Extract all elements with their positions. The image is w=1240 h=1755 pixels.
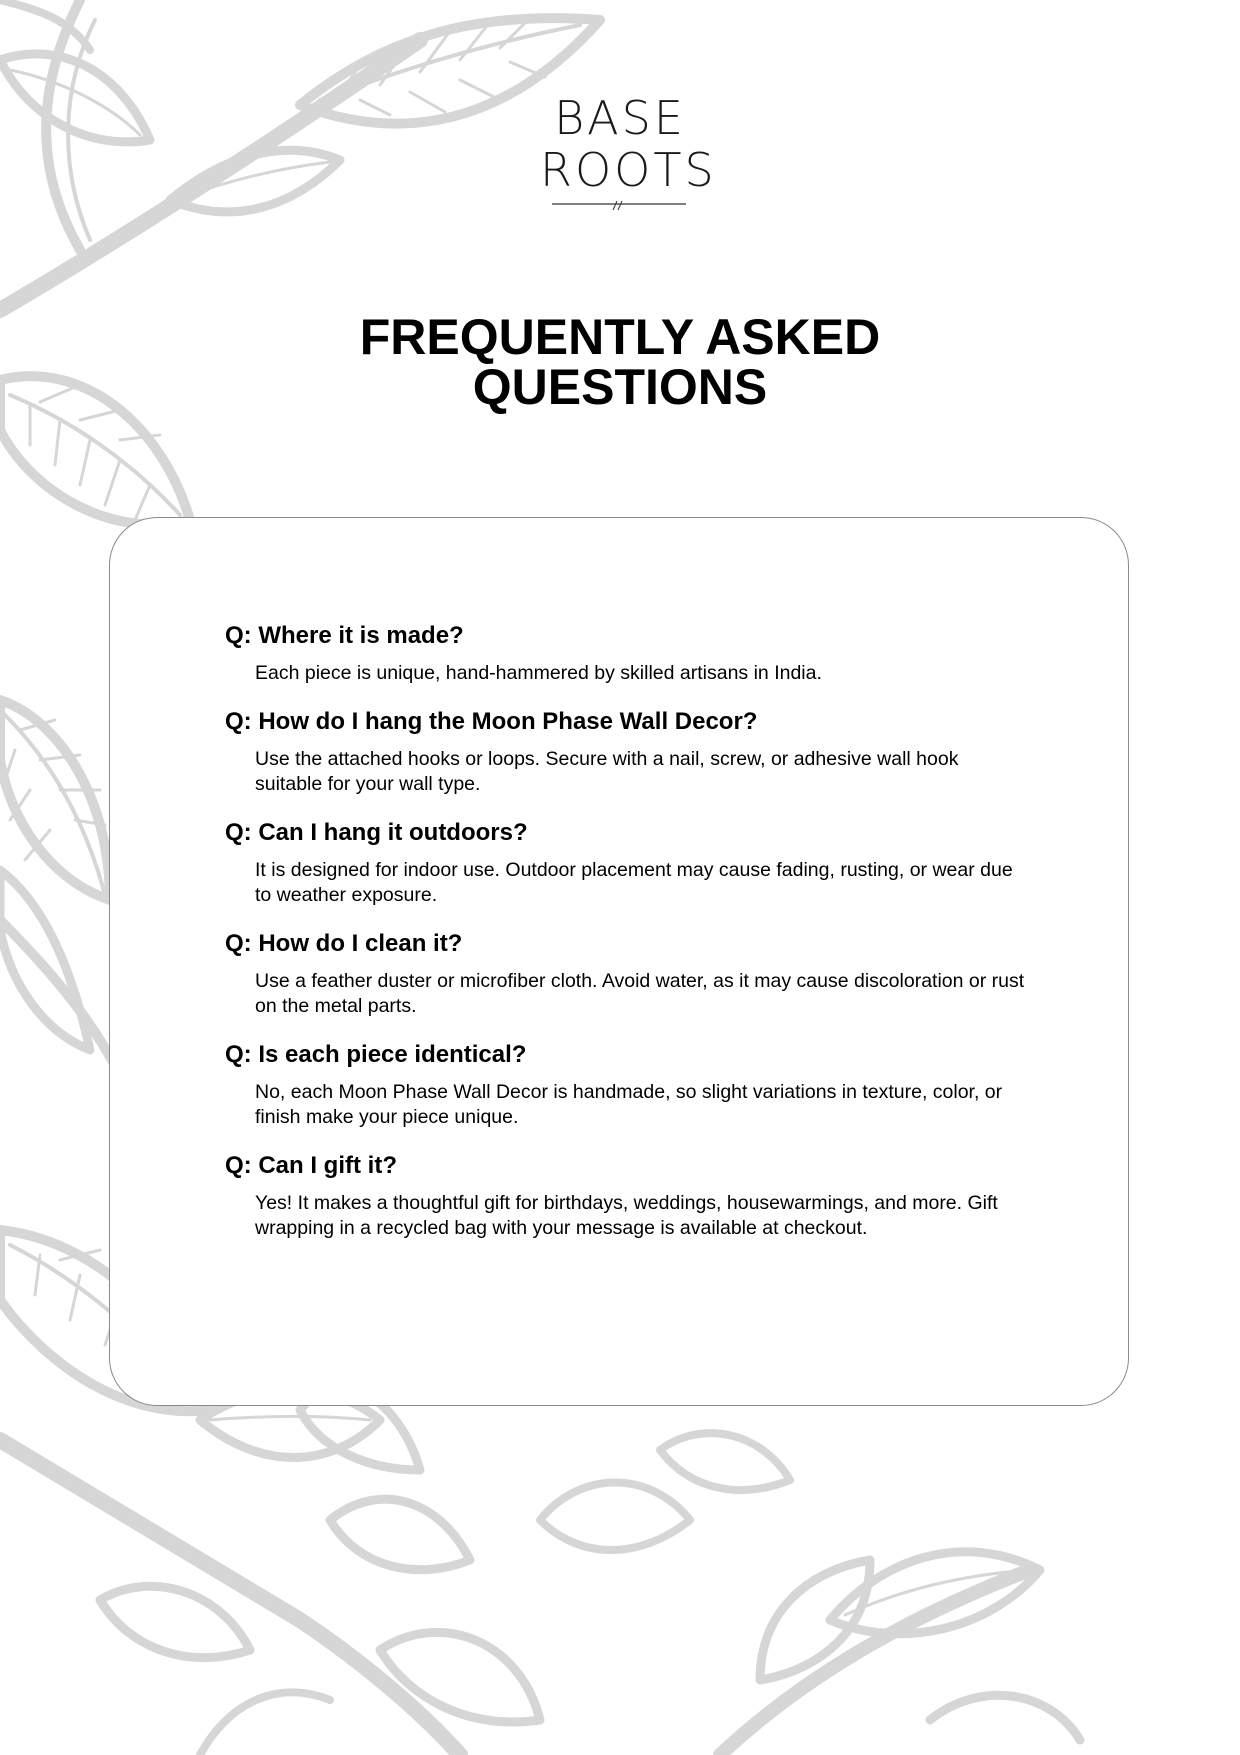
faq-item	[225, 707, 1025, 797]
faq-question: Q: Is each piece identical?	[225, 1041, 527, 1068]
faq-answer: Use the attached hooks or loops. Secure with a nail, screw, or adhesive wall hook suitable for your wall type.	[255, 748, 959, 795]
faq-item	[225, 621, 1025, 686]
faq-answer: Use a feather duster or microfiber cloth. Avoid water, as it may cause discoloration or rust on the metal parts.	[255, 970, 1025, 1017]
faq-item	[225, 1040, 1025, 1130]
faq-item	[225, 1151, 1025, 1241]
faq-answer: Yes! It makes a thoughtful gift for birthdays, weddings, housewarmings, and more. Gift wrapping in a recycled bag with your message is available at checkout.	[255, 1192, 998, 1239]
brand-logo-line2: ROOTS	[540, 143, 717, 197]
faq-question: Q: Where it is made?	[225, 622, 464, 649]
brand-logo	[540, 91, 717, 197]
logo-underline-mark	[552, 200, 686, 212]
faq-question: Q: How do I hang the Moon Phase Wall Decor?	[225, 708, 758, 735]
page-title-line1: FREQUENTLY ASKED	[359, 309, 881, 365]
page-title-line2: QUESTIONS	[472, 359, 768, 415]
faq-list	[225, 621, 1025, 1262]
faq-answer: Each piece is unique, hand-hammered by skilled artisans in India.	[255, 662, 822, 684]
faq-answer: It is designed for indoor use. Outdoor placement may cause fading, rusting, or wear due to weather exposure.	[255, 859, 1013, 906]
faq-card	[109, 517, 1129, 1406]
faq-question: Q: How do I clean it?	[225, 930, 463, 957]
faq-question: Q: Can I gift it?	[225, 1152, 397, 1179]
faq-question: Q: Can I hang it outdoors?	[225, 819, 528, 846]
faq-answer: No, each Moon Phase Wall Decor is handmade, so slight variations in texture, color, or finish make your piece unique.	[255, 1081, 1003, 1128]
page-title	[0, 309, 1240, 415]
faq-item	[225, 929, 1025, 1019]
brand-logo-line1: BASE	[554, 91, 686, 145]
faq-item	[225, 818, 1025, 908]
